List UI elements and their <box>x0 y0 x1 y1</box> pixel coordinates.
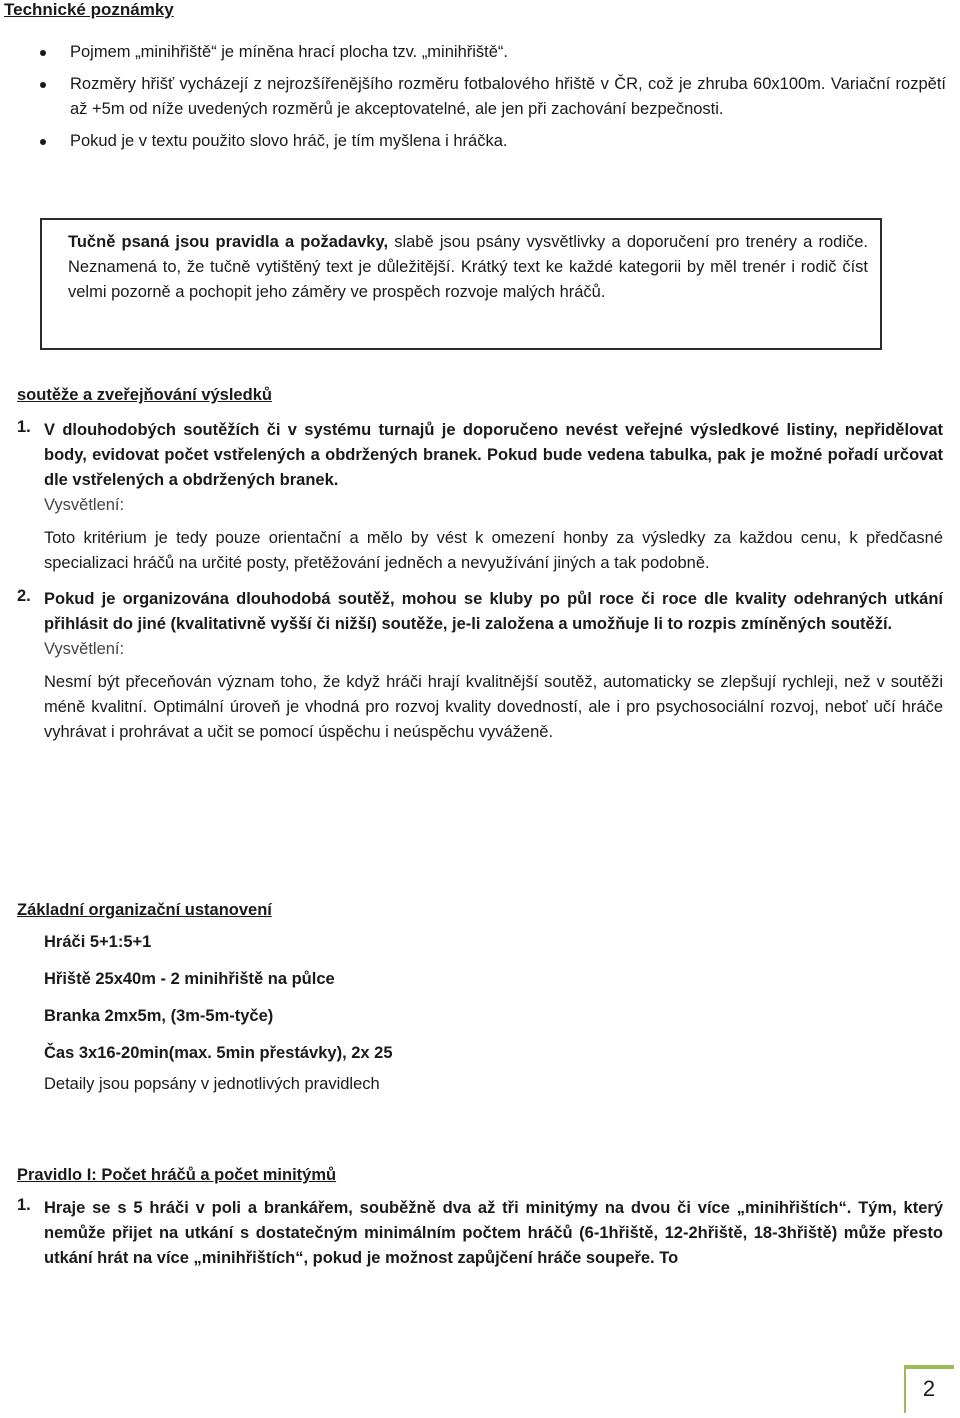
rule-text: V dlouhodobých soutěžích či v systému turnajů je doporučeno nevést veřejné výsledkové listiny, nepřidělovat body, evidovat počet vstřelených a obdržených branek. Pokud bude vedena tabulka, pak je možné pořadí určovat dle vstřelených a obdržených branek. <box>44 421 943 489</box>
note-text: slabě jsou psány vysvětlivky a doporučení pro trenéry a rodiče. Neznamená to, že tučně vytištěný text je důležitější. Krátký text ke každé kategorii by měl trenér i rodič číst velmi pozorně a pochopit jeho záměry ve prospěch rozvoje malých hráčů. <box>68 233 868 301</box>
bullet-icon <box>40 50 46 56</box>
explain-label: Vysvětlení: <box>44 496 125 514</box>
explain-text: Nesmí být přeceňován význam toho, že když hráči hrají kvalitnější soutěž, automaticky se zlepšují rychleji, než v soutěži méně kvalitní. Optimální úroveň je vhodná pro rozvoj kvality dovedností, ale i pro psychosociální rozvoj, neboť učí hráče vyhrávat i prohrávat a učit se pomocí úspěchu i neúspěchu vyváženě. <box>44 673 943 741</box>
bullet-icon <box>40 82 46 88</box>
list-item-text: Pokud je v textu použito slovo hráč, je tím myšlena i hráčka. <box>70 132 508 150</box>
section-title-basic: Základní organizační ustanovení <box>17 901 272 919</box>
note-bold-text: Tučně psaná jsou pravidla a požadavky, <box>68 233 389 251</box>
basic-line: Čas 3x16-20min(max. 5min přestávky), 2x 25 <box>44 1044 393 1062</box>
item-number: 1. <box>17 1196 31 1214</box>
competition-item-1 <box>44 418 943 576</box>
item-number: 1. <box>17 418 31 436</box>
page-heading: Technické poznámky <box>4 0 174 19</box>
explain-text: Toto kritérium je tedy pouze orientační a mělo by vést k omezení honby za výsledky za každou cenu, k předčasné specializaci hráčů na určité posty, přetěžování jedněch a nevyužívání jiných a tak podobně. <box>44 529 943 572</box>
bullet-icon <box>40 139 46 145</box>
explain-label: Vysvětlení: <box>44 640 125 658</box>
page-number-box <box>904 1365 954 1415</box>
rule1-text: Hraje se s 5 hráči v poli a brankářem, souběžně dva až tři minitýmy na dvou či více „minihřištích“. Tým, který nemůže přijet na utkání s dostatečným minimálním počtem hráčů (6-1hřiště, 12-2hřiště, 18-3hřiště) může přesto utkání hrát na více „minihřištích“, pokud je možnost zapůjčení hráče soupeře. To <box>44 1199 943 1267</box>
list-item <box>40 72 946 122</box>
page-number: 2 <box>922 1376 936 1401</box>
item-number: 2. <box>17 587 31 605</box>
notes-list <box>40 40 946 161</box>
note-box <box>40 218 882 350</box>
list-item-text: Pojmem „minihřiště“ je míněna hrací plocha tzv. „minihřiště“. <box>70 43 508 61</box>
list-item <box>40 40 946 65</box>
basic-note: Detaily jsou popsány v jednotlivých pravidlech <box>44 1075 380 1093</box>
basic-line: Branka 2mx5m, (3m-5m-tyče) <box>44 1007 274 1025</box>
section-title-competitions: soutěže a zveřejňování výsledků <box>17 386 272 404</box>
basic-line: Hřiště 25x40m - 2 minihřiště na půlce <box>44 970 335 988</box>
rule-text: Pokud je organizována dlouhodobá soutěž, mohou se kluby po půl roce či roce dle kvality odehraných utkání přihlásit do jiné (kvalitativně vyšší či nižší) soutěže, je-li založena a umožňuje li to rozpis zmíněných soutěží. <box>44 590 943 633</box>
list-item-text: Rozměry hřišť vycházejí z nejrozšířenějšího rozměru fotbalového hřiště v ČR, což je zhruba 60x100m. Variační rozpětí až +5m od níže uvedených rozměrů je akceptovatelné, ale jen při zachování bezpečnosti. <box>70 75 946 118</box>
basic-line: Hráči 5+1:5+1 <box>44 933 152 951</box>
section-title-rule1: Pravidlo I: Počet hráčů a počet minitýmů <box>17 1166 337 1184</box>
competition-item-2 <box>44 587 943 745</box>
list-item <box>40 129 946 154</box>
